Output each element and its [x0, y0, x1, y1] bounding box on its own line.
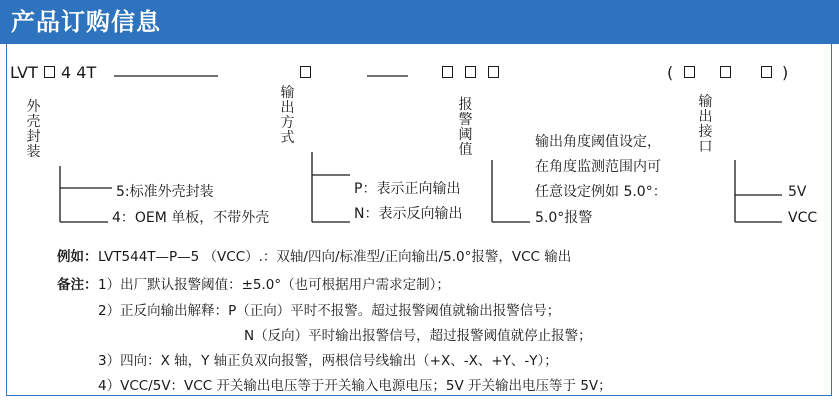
note-4: 4）VCC/5V：VCC 开关输出电压等于开关输入电源电压；5V 开关输出电压等于 5V； — [98, 378, 612, 394]
section-title: 产品订购信息 — [11, 8, 161, 36]
notes-label: 备注： — [57, 277, 98, 293]
interface-option-vcc: VCC — [788, 210, 818, 226]
direction-option-n: N：表示反向输出 — [354, 206, 463, 222]
alarm-threshold-label: 报警阈值 — [458, 97, 473, 158]
example-text: LVT544T—P—5 （VCC）.：双轴/四向/标准型/正向输出/5.0°报警，VCC 输出 — [98, 249, 572, 265]
note-3: 3）四向：X 轴，Y 轴正负双向报警，两根信号线输出（+X、-X、+Y、-Y）； — [98, 353, 558, 369]
interface-open-paren: ( — [667, 63, 674, 82]
model-mid: 4 4T — [61, 63, 97, 82]
interface-option-5v: 5V — [788, 184, 807, 200]
example-label: 例如： — [57, 249, 98, 265]
alarm-desc-line-4: 5.0°报警 — [535, 210, 593, 226]
direction-option-p: P：表示正向输出 — [354, 181, 461, 197]
housing-option-standard: 5:标准外壳封装 — [116, 184, 214, 200]
housing-option-oem: 4：OEM 单板，不带外壳 — [112, 210, 270, 226]
note-1: 1）出厂默认报警阈值：±5.0°（也可根据用户需求定制）； — [98, 277, 450, 293]
housing-label: 外壳封装 — [26, 99, 41, 160]
output-direction-label: 输出方式 — [280, 85, 295, 146]
output-interface-label: 输出接口 — [698, 94, 713, 155]
interface-close-paren: ) — [782, 63, 789, 82]
alarm-desc-line-3: 任意设定例如 5.0°： — [535, 184, 667, 200]
alarm-desc-line-2: 在角度监测范围内可 — [535, 159, 661, 175]
note-2b: N（反向）平时输出报警信号，超过报警阈值就停止报警； — [244, 328, 592, 344]
note-2a: 2）正反向输出解释：P（正向）平时不报警。超过报警阈值就输出报警信号； — [98, 303, 561, 319]
alarm-desc-line-1: 输出角度阈值设定， — [535, 134, 661, 150]
model-prefix: LVT — [10, 63, 38, 82]
